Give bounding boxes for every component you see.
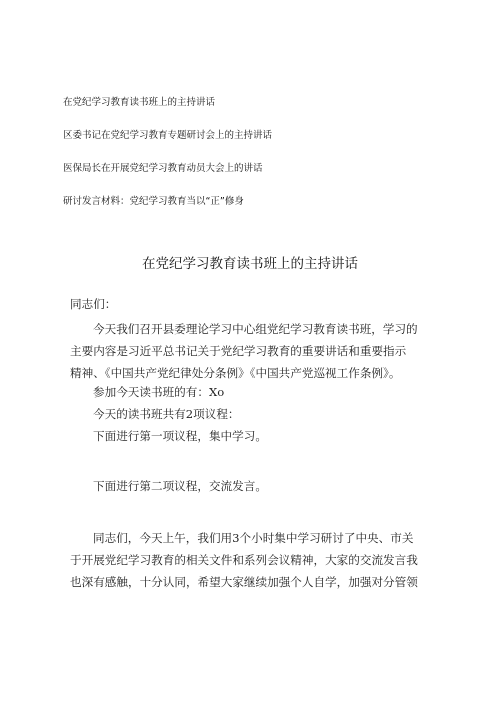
document-title: 在党纪学习教育读书班上的主持讲话 — [142, 256, 358, 272]
paragraph-agenda-item-2: 下面进行第二项议程，交流发言。 — [93, 479, 267, 493]
paragraph-attendees: 参加今天读书班的有：Xo — [93, 385, 225, 399]
related-article-link[interactable]: 在党纪学习教育读书班上的主持讲话 — [63, 97, 216, 108]
paragraph-line: 于开展党纪学习教育的相关文件和系列会议精神，大家的交流发言我 — [70, 553, 418, 567]
related-article-link[interactable]: 医保局长在开展党纪学习教育动员大会上的讲话 — [63, 163, 263, 174]
paragraph-agenda-item-1: 下面进行第一项议程，集中学习。 — [93, 429, 267, 443]
paragraph-intro — [70, 318, 442, 384]
paragraph-line: 也深有感触，十分认同，希望大家继续加强个人自学，加强对分管领 — [70, 575, 418, 589]
related-article-link[interactable]: 区委书记在党纪学习教育专题研讨会上的主持讲话 — [63, 130, 273, 141]
related-articles-list — [63, 96, 272, 228]
paragraph-line: 精神、《中国共产党纪律处分条例》《中国共产党巡视工作条例》。 — [70, 366, 401, 380]
paragraph-line: 主要内容是习近平总书记关于党纪学习教育的重要讲话和重要指示 — [70, 344, 407, 358]
paragraph-closing — [70, 527, 442, 593]
paragraph-agenda: 今天的读书班共有2项议程： — [93, 407, 240, 421]
paragraph-line: 今天我们召开县委理论学习中心组党纪学习教育读书班，学习的 — [93, 322, 418, 336]
related-article-link[interactable]: 研讨发言材料：党纪学习教育当以“正”修身 — [63, 196, 244, 207]
paragraph-line: 同志们，今天上午，我们用3个小时集中学习研讨了中央、市关 — [93, 531, 414, 545]
salutation: 同志们： — [70, 297, 117, 311]
